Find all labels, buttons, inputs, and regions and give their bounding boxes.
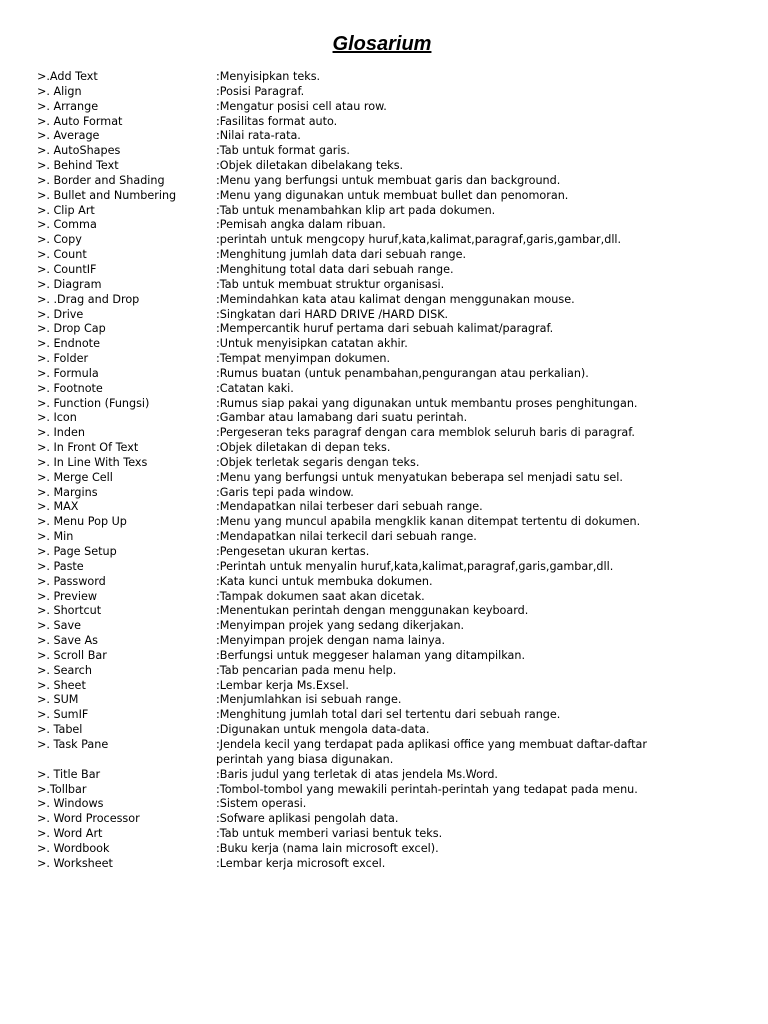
glossary-term: >. Password: [37, 574, 106, 588]
glossary-definition-text: :Menentukan perintah dengan menggunakan keyboard.: [216, 604, 529, 618]
glossary-term: >. Bullet and Numbering: [37, 188, 177, 202]
glossary-definition: [216, 693, 737, 708]
glossary-entry: [37, 204, 737, 219]
glossary-entry: [37, 144, 737, 159]
glossary-definition: [216, 397, 737, 412]
glossary-definition: [216, 664, 737, 679]
glossary-definition: [216, 337, 737, 352]
glossary-term: >. Behind Text: [37, 159, 119, 173]
glossary-entry: [37, 263, 737, 278]
glossary-term: >. Average: [37, 129, 100, 143]
glossary-term: >. Margins: [37, 485, 98, 499]
glossary-entry: [37, 545, 737, 560]
glossary-definition-text: :Mendapatkan nilai terbeser dari sebuah range.: [216, 500, 483, 514]
glossary-entry: [37, 100, 737, 115]
glossary-definition: [216, 783, 737, 798]
glossary-definition-text: :Pergeseran teks paragraf dengan cara memblok seluruh baris di paragraf.: [216, 426, 635, 440]
glossary-entry: [37, 441, 737, 456]
glossary-term: >. Sheet: [37, 678, 86, 692]
glossary-definition-text: :Menu yang muncul apabila mengklik kanan ditempat tertentu di dokumen.: [216, 515, 641, 529]
glossary-term: >. Word Processor: [37, 812, 140, 826]
glossary-definition-text: :Tab pencarian pada menu help.: [216, 663, 397, 677]
glossary-entry: [37, 397, 737, 412]
glossary-definition-text: :Sistem operasi.: [216, 797, 307, 811]
glossary-entry: [37, 293, 737, 308]
glossary-definition: [216, 248, 737, 263]
glossary-term: >. Min: [37, 530, 74, 544]
glossary-term: >. Auto Format: [37, 114, 123, 128]
glossary-term: >. Clip Art: [37, 203, 95, 217]
glossary-definition: [216, 159, 737, 174]
glossary-term: >. .Drag and Drop: [37, 292, 140, 306]
glossary-term: >. Tabel: [37, 723, 83, 737]
glossary-definition-text: :Lembar kerja Ms.Exsel.: [216, 678, 349, 692]
glossary-definition: [216, 857, 737, 872]
glossary-entry: [37, 797, 737, 812]
glossary-entry: [37, 679, 737, 694]
glossary-entry: [37, 575, 737, 590]
glossary-term: >. Inden: [37, 426, 85, 440]
glossary-definition-text: :Gambar atau lamabang dari suatu perintah.: [216, 411, 468, 425]
glossary-entry: [37, 604, 737, 619]
glossary-definition: [216, 590, 737, 605]
glossary-definition-text: :Tab untuk memberi variasi bentuk teks.: [216, 827, 443, 841]
glossary-definition-text: :Garis tepi pada window.: [216, 485, 354, 499]
glossary-definition: [216, 218, 737, 233]
glossary-definition: [216, 768, 737, 783]
glossary-definition: [216, 278, 737, 293]
glossary-term: >. Footnote: [37, 381, 103, 395]
glossary-term: >. Align: [37, 84, 82, 98]
glossary-definition-text: :Perintah untuk menyalin huruf,kata,kalimat,paragraf,garis,gambar,dll.: [216, 559, 614, 573]
glossary-entry: [37, 590, 737, 605]
glossary-definition-text: :Menjumlahkan isi sebuah range.: [216, 693, 402, 707]
glossary-definition: [216, 204, 737, 219]
glossary-definition-text: :Memindahkan kata atau kalimat dengan menggunakan mouse.: [216, 292, 575, 306]
glossary-definition-text: :Sofware aplikasi pengolah data.: [216, 812, 399, 826]
glossary-definition: [216, 293, 737, 308]
glossary-entry: [37, 486, 737, 501]
glossary-definition-text: :Tab untuk membuat struktur organisasi.: [216, 277, 445, 291]
glossary-term: >. Page Setup: [37, 545, 117, 558]
glossary-definition: [216, 426, 737, 441]
glossary-term: >. Diagram: [37, 277, 102, 291]
glossary-term: >. Endnote: [37, 337, 100, 351]
glossary-entry: [37, 723, 737, 738]
glossary-definition: [216, 708, 737, 723]
glossary-definition: [216, 263, 737, 278]
glossary-entry: [37, 174, 737, 189]
glossary-definition-text: :Nilai rata-rata.: [216, 129, 301, 143]
glossary-entry: [37, 857, 737, 872]
glossary-term: >. SUM: [37, 693, 79, 707]
glossary-definition-text: :Tempat menyimpan dokumen.: [216, 352, 391, 366]
glossary-definition-text: :Jendela kecil yang terdapat pada aplikasi office yang membuat daftar-daftar: [216, 737, 648, 751]
glossary-definition: [216, 441, 737, 456]
glossary-definition-text: :Mendapatkan nilai terkecil dari sebuah range.: [216, 530, 477, 544]
glossary-definition: [216, 129, 737, 144]
glossary-definition: [216, 308, 737, 323]
glossary-term: >. In Front Of Text: [37, 441, 139, 455]
glossary-entry: [37, 352, 737, 367]
glossary-definition: [216, 456, 737, 471]
glossary-definition-text: :Tab untuk menambahkan klip art pada dokumen.: [216, 203, 496, 217]
glossary-definition-text: :Menghitung jumlah total dari sel tertentu dari sebuah range.: [216, 708, 561, 722]
glossary-entry: [37, 411, 737, 426]
glossary-definition: [216, 530, 737, 545]
glossary-definition: [216, 634, 737, 649]
glossary-term: >. Word Art: [37, 827, 103, 841]
glossary-term: >. Count: [37, 248, 87, 262]
glossary-term: >.Add Text: [37, 70, 98, 83]
glossary-entry: [37, 85, 737, 100]
glossary-term: >. Formula: [37, 366, 99, 380]
glossary-definition-text: :Digunakan untuk mengola data-data.: [216, 723, 430, 737]
glossary-term: >. Save: [37, 619, 81, 633]
glossary-definition: [216, 575, 737, 590]
glossary-term: >. Drive: [37, 307, 84, 321]
glossary-list: [37, 70, 737, 872]
glossary-term: >. Scroll Bar: [37, 648, 107, 662]
glossary-definition-text: :Objek terletak segaris dengan teks.: [216, 455, 420, 469]
glossary-definition: [216, 352, 737, 367]
glossary-entry: [37, 129, 737, 144]
glossary-entry: [37, 218, 737, 233]
glossary-definition: [216, 411, 737, 426]
glossary-term: >. Shortcut: [37, 604, 102, 618]
glossary-definition-text: :Posisi Paragraf.: [216, 84, 305, 98]
glossary-definition: [216, 233, 737, 248]
glossary-definition-continuation: perintah yang biasa digunakan.: [216, 752, 394, 766]
glossary-definition-text: :Mempercantik huruf pertama dari sebuah kalimat/paragraf.: [216, 322, 554, 336]
glossary-definition: [216, 144, 737, 159]
glossary-definition: [216, 382, 737, 397]
glossary-term: >. Border and Shading: [37, 173, 165, 187]
glossary-definition: [216, 545, 737, 560]
glossary-definition: [216, 85, 737, 100]
glossary-entry: [37, 708, 737, 723]
glossary-term: >. Menu Pop Up: [37, 515, 127, 529]
glossary-entry: [37, 768, 737, 783]
glossary-entry: [37, 115, 737, 130]
glossary-term: >. CountIF: [37, 262, 97, 276]
glossary-definition-text: :Menghitung total data dari sebuah range.: [216, 262, 454, 276]
glossary-definition: [216, 115, 737, 130]
glossary-definition-text: :Menyisipkan teks.: [216, 70, 321, 83]
glossary-entry: [37, 693, 737, 708]
glossary-definition: [216, 619, 737, 634]
glossary-definition: [216, 174, 737, 189]
glossary-entry: [37, 634, 737, 649]
glossary-entry: [37, 70, 737, 85]
glossary-term: >. Wordbook: [37, 841, 110, 855]
glossary-definition-text: :Rumus siap pakai yang digunakan untuk membantu proses penghitungan.: [216, 396, 638, 410]
glossary-definition: [216, 560, 737, 575]
page-title: Glosarium: [332, 33, 432, 55]
glossary-term: >. Search: [37, 663, 92, 677]
glossary-entry: [37, 649, 737, 664]
glossary-term: >. SumIF: [37, 708, 89, 722]
glossary-entry: [37, 426, 737, 441]
glossary-entry: [37, 530, 737, 545]
glossary-definition-text: :Fasilitas format auto.: [216, 114, 338, 128]
glossary-definition: [216, 797, 737, 812]
glossary-term: >. Worksheet: [37, 856, 113, 870]
glossary-definition: [216, 604, 737, 619]
glossary-definition-text: :Baris judul yang terletak di atas jendela Ms.Word.: [216, 767, 498, 781]
glossary-entry: [37, 456, 737, 471]
glossary-term: >. Save As: [37, 634, 98, 648]
glossary-term: >. Title Bar: [37, 767, 101, 781]
glossary-term: >. Merge Cell: [37, 470, 113, 484]
glossary-definition-text: :Buku kerja (nama lain microsoft excel).: [216, 841, 439, 855]
glossary-definition-text: :Rumus buatan (untuk penambahan,pengurangan atau perkalian).: [216, 366, 589, 380]
glossary-definition: [216, 738, 737, 768]
glossary-entry: [37, 308, 737, 323]
glossary-definition-text: :Tombol-tombol yang mewakili perintah-perintah yang tedapat pada menu.: [216, 782, 638, 796]
glossary-term: >. Function (Fungsi): [37, 396, 150, 410]
glossary-definition-text: :Berfungsi untuk meggeser halaman yang ditampilkan.: [216, 648, 526, 662]
glossary-definition-text: :perintah untuk mengcopy huruf,kata,kalimat,paragraf,garis,gambar,dll.: [216, 233, 622, 247]
glossary-definition-text: :Menghitung jumlah data dari sebuah range.: [216, 248, 467, 262]
glossary-entry: [37, 619, 737, 634]
glossary-term: >. Preview: [37, 589, 98, 603]
glossary-term: >.Tollbar: [37, 782, 87, 796]
glossary-term: >. Paste: [37, 559, 84, 573]
glossary-entry: [37, 738, 737, 768]
glossary-definition: [216, 100, 737, 115]
glossary-definition-text: :Pengesetan ukuran kertas.: [216, 545, 370, 558]
glossary-definition-text: :Tab untuk format garis.: [216, 144, 350, 158]
glossary-entry: [37, 664, 737, 679]
glossary-term: >. Windows: [37, 797, 104, 811]
glossary-definition-text: :Untuk menyisipkan catatan akhir.: [216, 337, 408, 351]
glossary-definition: [216, 723, 737, 738]
glossary-entry: [37, 248, 737, 263]
glossary-definition-text: :Objek diletakan di depan teks.: [216, 441, 391, 455]
glossary-definition: [216, 812, 737, 827]
glossary-term: >. AutoShapes: [37, 144, 121, 158]
glossary-definition: [216, 827, 737, 842]
glossary-definition-text: :Menyimpan projek yang sedang dikerjakan.: [216, 619, 465, 633]
glossary-definition: [216, 679, 737, 694]
glossary-term: >. MAX: [37, 500, 79, 514]
glossary-definition: [216, 649, 737, 664]
glossary-definition-text: :Menyimpan projek dengan nama lainya.: [216, 634, 446, 648]
glossary-definition-text: :Mengatur posisi cell atau row.: [216, 99, 387, 113]
glossary-definition-text: :Catatan kaki.: [216, 381, 294, 395]
glossary-definition-text: :Pemisah angka dalam ribuan.: [216, 218, 386, 232]
glossary-definition-text: :Kata kunci untuk membuka dokumen.: [216, 574, 433, 588]
glossary-entry: [37, 382, 737, 397]
glossary-definition: [216, 842, 737, 857]
glossary-term: >. Icon: [37, 411, 77, 425]
glossary-term: >. Task Pane: [37, 737, 109, 751]
glossary-definition: [216, 322, 737, 337]
glossary-entry: [37, 189, 737, 204]
glossary-definition: [216, 70, 737, 85]
glossary-entry: [37, 159, 737, 174]
glossary-definition-text: :Lembar kerja microsoft excel.: [216, 856, 386, 870]
glossary-term: >. In Line With Texs: [37, 455, 148, 469]
glossary-term: >. Folder: [37, 352, 89, 366]
glossary-definition: [216, 515, 737, 530]
glossary-entry: [37, 827, 737, 842]
glossary-entry: [37, 560, 737, 575]
glossary-entry: [37, 812, 737, 827]
glossary-entry: [37, 278, 737, 293]
glossary-entry: [37, 515, 737, 530]
glossary-entry: [37, 471, 737, 486]
glossary-term: >. Arrange: [37, 99, 99, 113]
glossary-entry: [37, 367, 737, 382]
glossary-entry: [37, 783, 737, 798]
glossary-definition: [216, 486, 737, 501]
glossary-term: >. Copy: [37, 233, 82, 247]
glossary-definition: [216, 500, 737, 515]
glossary-term: >. Drop Cap: [37, 322, 106, 336]
glossary-entry: [37, 337, 737, 352]
glossary-entry: [37, 322, 737, 337]
glossary-definition-text: :Tampak dokumen saat akan dicetak.: [216, 589, 425, 603]
glossary-definition-text: :Objek diletakan dibelakang teks.: [216, 159, 404, 173]
glossary-term: >. Comma: [37, 218, 97, 232]
glossary-definition-text: :Singkatan dari HARD DRIVE /HARD DISK.: [216, 307, 449, 321]
glossary-entry: [37, 233, 737, 248]
glossary-definition-text: :Menu yang berfungsi untuk menyatukan beberapa sel menjadi satu sel.: [216, 470, 623, 484]
glossary-definition: [216, 189, 737, 204]
glossary-entry: [37, 842, 737, 857]
glossary-definition: [216, 471, 737, 486]
glossary-entry: [37, 500, 737, 515]
glossary-definition: [216, 367, 737, 382]
glossary-definition-text: :Menu yang digunakan untuk membuat bullet dan penomoran.: [216, 188, 569, 202]
glossary-definition-text: :Menu yang berfungsi untuk membuat garis dan background.: [216, 173, 561, 187]
